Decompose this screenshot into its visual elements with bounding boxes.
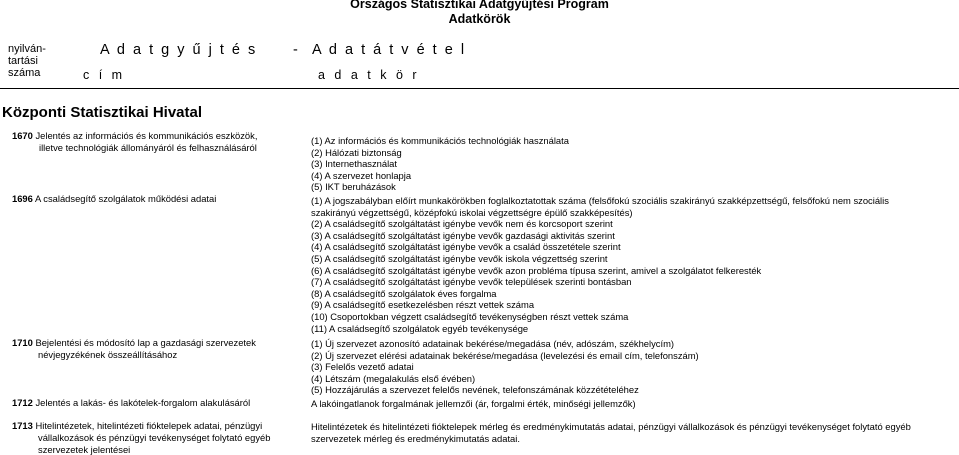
- data-item: (2) Új szervezet elérési adatainak bekérése/megadása (levelezési és email cím, telefonszám): [311, 349, 699, 361]
- entry-number: 1696: [12, 193, 33, 204]
- data-item: A lakóingatlanok forgalmának jellemzői (ár, forgalmi érték, minőségi jellemzők): [311, 398, 636, 409]
- entry-data-list: [311, 195, 889, 334]
- entry-data-list: [311, 398, 636, 410]
- data-item: (6) A családsegítő szolgáltatást igénybe vevők azon probléma típusa szerint, amivel a szolgálatot felkeresték: [311, 264, 762, 276]
- entry-title-line: névjegyzékének összeállításához: [38, 348, 178, 360]
- page-subtitle: Adatkörök: [448, 12, 511, 26]
- entry-title-block: [12, 397, 302, 409]
- data-item: (5) IKT beruházások: [311, 181, 396, 193]
- entry-title: Hitelintézetek, hitelintézeti fióktelepek adatai, pénzügyi: [35, 420, 263, 431]
- header-collection-subtitle: c í m: [83, 68, 126, 82]
- data-item: (5) Hozzájárulás a szervezet felelős nevének, telefonszámának közzétételéhez: [311, 384, 639, 396]
- entry-data-list: [311, 135, 569, 193]
- entry-title-block: [12, 337, 302, 361]
- page-title: Országos Statisztikai Adatgyűjtési Program: [350, 0, 609, 11]
- entry-title: Bejelentési és módosító lap a gazdasági szervezetek: [35, 337, 256, 348]
- data-item: (1) Az információs és kommunikációs technológiák használata: [311, 135, 569, 146]
- entry-number: 1713: [12, 420, 33, 431]
- header-col-number-line: nyilván-: [8, 43, 46, 55]
- entry-number: 1712: [12, 397, 33, 408]
- data-item: (2) A családsegítő szolgáltatást igénybe vevők nem és korcsoport szerint: [311, 218, 613, 230]
- entry-title-block: [12, 130, 302, 154]
- header-col-number-line: tartási: [8, 55, 38, 67]
- entry-title-line: [12, 130, 302, 142]
- entry-title-line: [12, 397, 302, 409]
- data-item: (2) Hálózati biztonság: [311, 146, 402, 158]
- data-item: (5) A családsegítő szolgáltatást igénybe vevők iskola végzettség szerint: [311, 252, 608, 264]
- entry-title: Jelentés a lakás- és lakótelek-forgalom alakulásáról: [35, 397, 251, 408]
- header-col-number-line: száma: [8, 67, 41, 79]
- entry-title-line: [12, 337, 302, 349]
- data-item: (4) A szervezet honlapja: [311, 169, 412, 181]
- entry-title-line: [12, 193, 302, 205]
- entry-title: A családsegítő szolgálatok működési adatai: [34, 193, 217, 204]
- entry-data-list: [311, 421, 911, 444]
- data-item: (4) Létszám (megalakulás első évében): [311, 372, 476, 384]
- data-item: (8) A családsegítő szolgálatok éves forgalma: [311, 287, 497, 299]
- data-item: (9) A családsegítő esetkezelésben részt vettek száma: [311, 299, 535, 311]
- entry-number: 1710: [12, 337, 33, 348]
- organization-heading: Központi Statisztikai Hivatal: [2, 104, 203, 121]
- entry-data-list: [311, 338, 699, 396]
- data-item: (1) Új szervezet azonosító adatainak bekérése/megadása (név, adószám, székhelycím): [311, 338, 675, 349]
- data-item: (4) A családsegítő szolgáltatást igénybe vevők a család összetétele szerint: [311, 241, 621, 253]
- entry-title-block: [12, 420, 302, 455]
- entry-title-line: illetve technológiák állományáról és felhasználásáról: [39, 141, 257, 153]
- data-item: Hitelintézetek és hitelintézeti fióktelepek mérleg és eredménykimutatás adatai, pénzügyi vállalkozások és pénzügyi tevékenységet folytató egyéb: [311, 421, 911, 432]
- entry-title-line: szervezetek jelentései: [38, 443, 131, 455]
- header-dash: -: [293, 42, 300, 58]
- entry-title: Jelentés az információs és kommunikációs eszközök,: [35, 130, 258, 141]
- data-item: (3) Felelős vezető adatai: [311, 361, 414, 373]
- data-item: (1) A jogszabályban előírt munkakörökben foglalkoztatottak száma (felsőfokú szociális szakirányú szakképzettségű, felsőfokú nem szociális: [311, 195, 889, 206]
- header-acquisition-title: A d a t á t v é t e l: [312, 42, 467, 58]
- entry-title-block: [12, 193, 302, 205]
- header-col-number: [8, 43, 46, 79]
- entry-title-line: [12, 420, 302, 432]
- header-collection-title: A d a t g y ű j t é s: [100, 42, 258, 58]
- header-divider: [0, 88, 959, 89]
- data-item: (3) Internethasználat: [311, 158, 397, 170]
- data-item: (3) A családsegítő szolgáltatást igénybe vevők gazdasági aktivitás szerint: [311, 229, 615, 241]
- data-item: szakirányú végzettségű, középfokú iskolai végzettségre épülő szakképesítés): [311, 206, 633, 218]
- header-acquisition-subtitle: a d a t k ö r: [318, 68, 420, 82]
- entry-title-line: vállalkozások és pénzügyi tevékenységet folytató egyéb: [38, 431, 271, 443]
- entry-number: 1670: [12, 130, 33, 141]
- data-item: (7) A családsegítő szolgáltatást igénybe vevők települések szerinti bontásban: [311, 276, 632, 288]
- data-item: szervezetek mérleg és eredménykimutatás adatai.: [311, 432, 520, 444]
- data-item: (11) A családsegítő szolgálatok egyéb tevékenysége: [311, 322, 529, 334]
- data-item: (10) Csoportokban végzett családsegítő tevékenységben részt vettek száma: [311, 310, 629, 322]
